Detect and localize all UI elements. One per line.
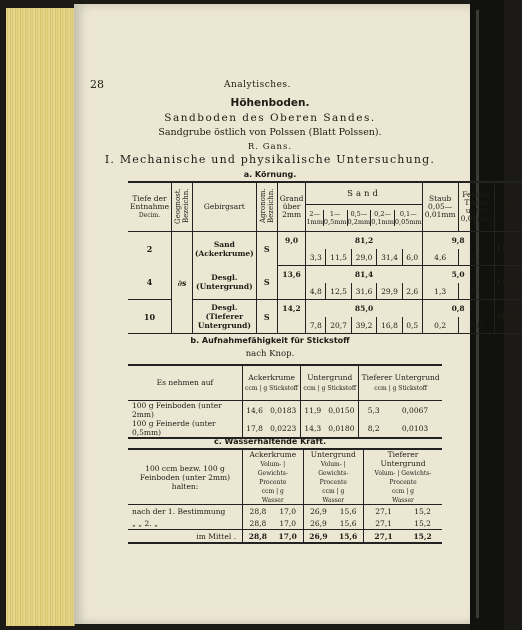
table-row: 2 ∂s Sand (Ackerkrume) S 9,0 81,2 9,8 100,0 [128, 232, 522, 250]
header-label: 100 ccm bezw. 100 g Feinboden (unter 2mm) halten: [128, 449, 243, 505]
table-row: 7,8 20,7 39,2 16,8 0,5 0,2 0,6 [128, 317, 522, 334]
header-grand: Grand über 2mm [277, 182, 306, 232]
header-agron: Agronom. Bezeichn. [256, 182, 277, 232]
table-row: 10 Desgl. (Tieferer Untergrund) S 14,2 85,0 0,8 100,0 [128, 300, 522, 318]
page-title: Höhenboden. [230, 97, 310, 109]
table-row: 4 Desgl. (Untergrund) S 13,6 81,4 5,0 100,0 [128, 266, 522, 284]
geogn-cell: ∂s [172, 232, 193, 334]
running-head: Analytisches. [224, 80, 291, 90]
table-header-row: Es nehmen auf Ackerkrume ccm | g Stickstoff Untergrund ccm | g Stickstoff Tieferer Untergrund ccm | g Stickstoff [128, 365, 442, 401]
table-row: „ „ 2. „ 28,8 17,0 26,9 15,6 27,1 15,2 [132, 518, 431, 528]
author-line: R. Gans. [247, 142, 293, 152]
table-b-heading: b. Aufnahmefähigkeit für Stickstoff [190, 336, 350, 345]
page-subtitle: Sandboden des Oberen Sandes. [164, 112, 376, 124]
wasser-table [128, 448, 442, 544]
table-row: 100 g Feinboden (unter 2mm) 14,6 0,0183 11,9 0,0150 5,3 0,0067 [132, 401, 429, 419]
stickstoff-table [128, 364, 442, 439]
page-number: 28 [90, 78, 104, 91]
table-c-heading: c. Wasserhaltende Kraft. [213, 437, 326, 446]
header-geogn: Geognost. Bezeichn. [172, 182, 193, 232]
table-b-subheading: nach Knop. [245, 349, 295, 359]
table-row: nach der 1. Bestimmung 28,8 17,0 26,9 15,6 27,1 15,2 [132, 506, 431, 516]
section-heading: I. Mechanische und physikalische Untersuchung. [104, 153, 436, 166]
header-tiefe: Tiefe der Entnahme Decim. [128, 182, 172, 232]
table-header-row [128, 182, 522, 232]
table-header-row: 100 ccm bezw. 100 g Feinboden (unter 2mm) halten: Ackerkrume Volum- | Gewichts- Procente ccm | g Wasser Untergrund Volum- | Gewichts- Procente ccm | g Wasser Tieferer Untergrund Volum- | Gewichts- Procente ccm | g Wasser [128, 449, 442, 505]
table-a-heading: a. Körnung. [243, 170, 297, 179]
header-summa: Summa [494, 182, 522, 232]
koernung-table [128, 181, 522, 334]
header-feinste: Feinste Theile unter 0,01mm [458, 182, 494, 232]
header-staub: Staub 0,05— 0,01mm [422, 182, 458, 232]
table-row: 4,8 12,5 31,6 29,9 2,6 1,3 3,7 [128, 283, 522, 300]
book-page-edges [6, 8, 75, 626]
table-row: 3,3 11,5 29,0 31,4 6,0 4,6 5,2 [128, 249, 522, 266]
header-sand: Sand 2— 1mm 1— 0,5mm 0,5— 0,2mm 0,2— 0,1mm 0,1— 0,05mm [306, 182, 422, 232]
header-label: Es nehmen auf [128, 365, 243, 401]
table-row: im Mittel . 28,8 17,0 26,9 15,6 27,1 15,2 [128, 530, 442, 544]
location-line: Sandgrube östlich von Polssen (Blatt Polssen). [158, 127, 382, 138]
header-gebirgsart: Gebirgsart [193, 182, 257, 232]
table-row: 100 g Feinerde (unter 0,5mm) 17,8 0,0223 14,3 0,0180 8,2 0,0103 [132, 419, 429, 437]
